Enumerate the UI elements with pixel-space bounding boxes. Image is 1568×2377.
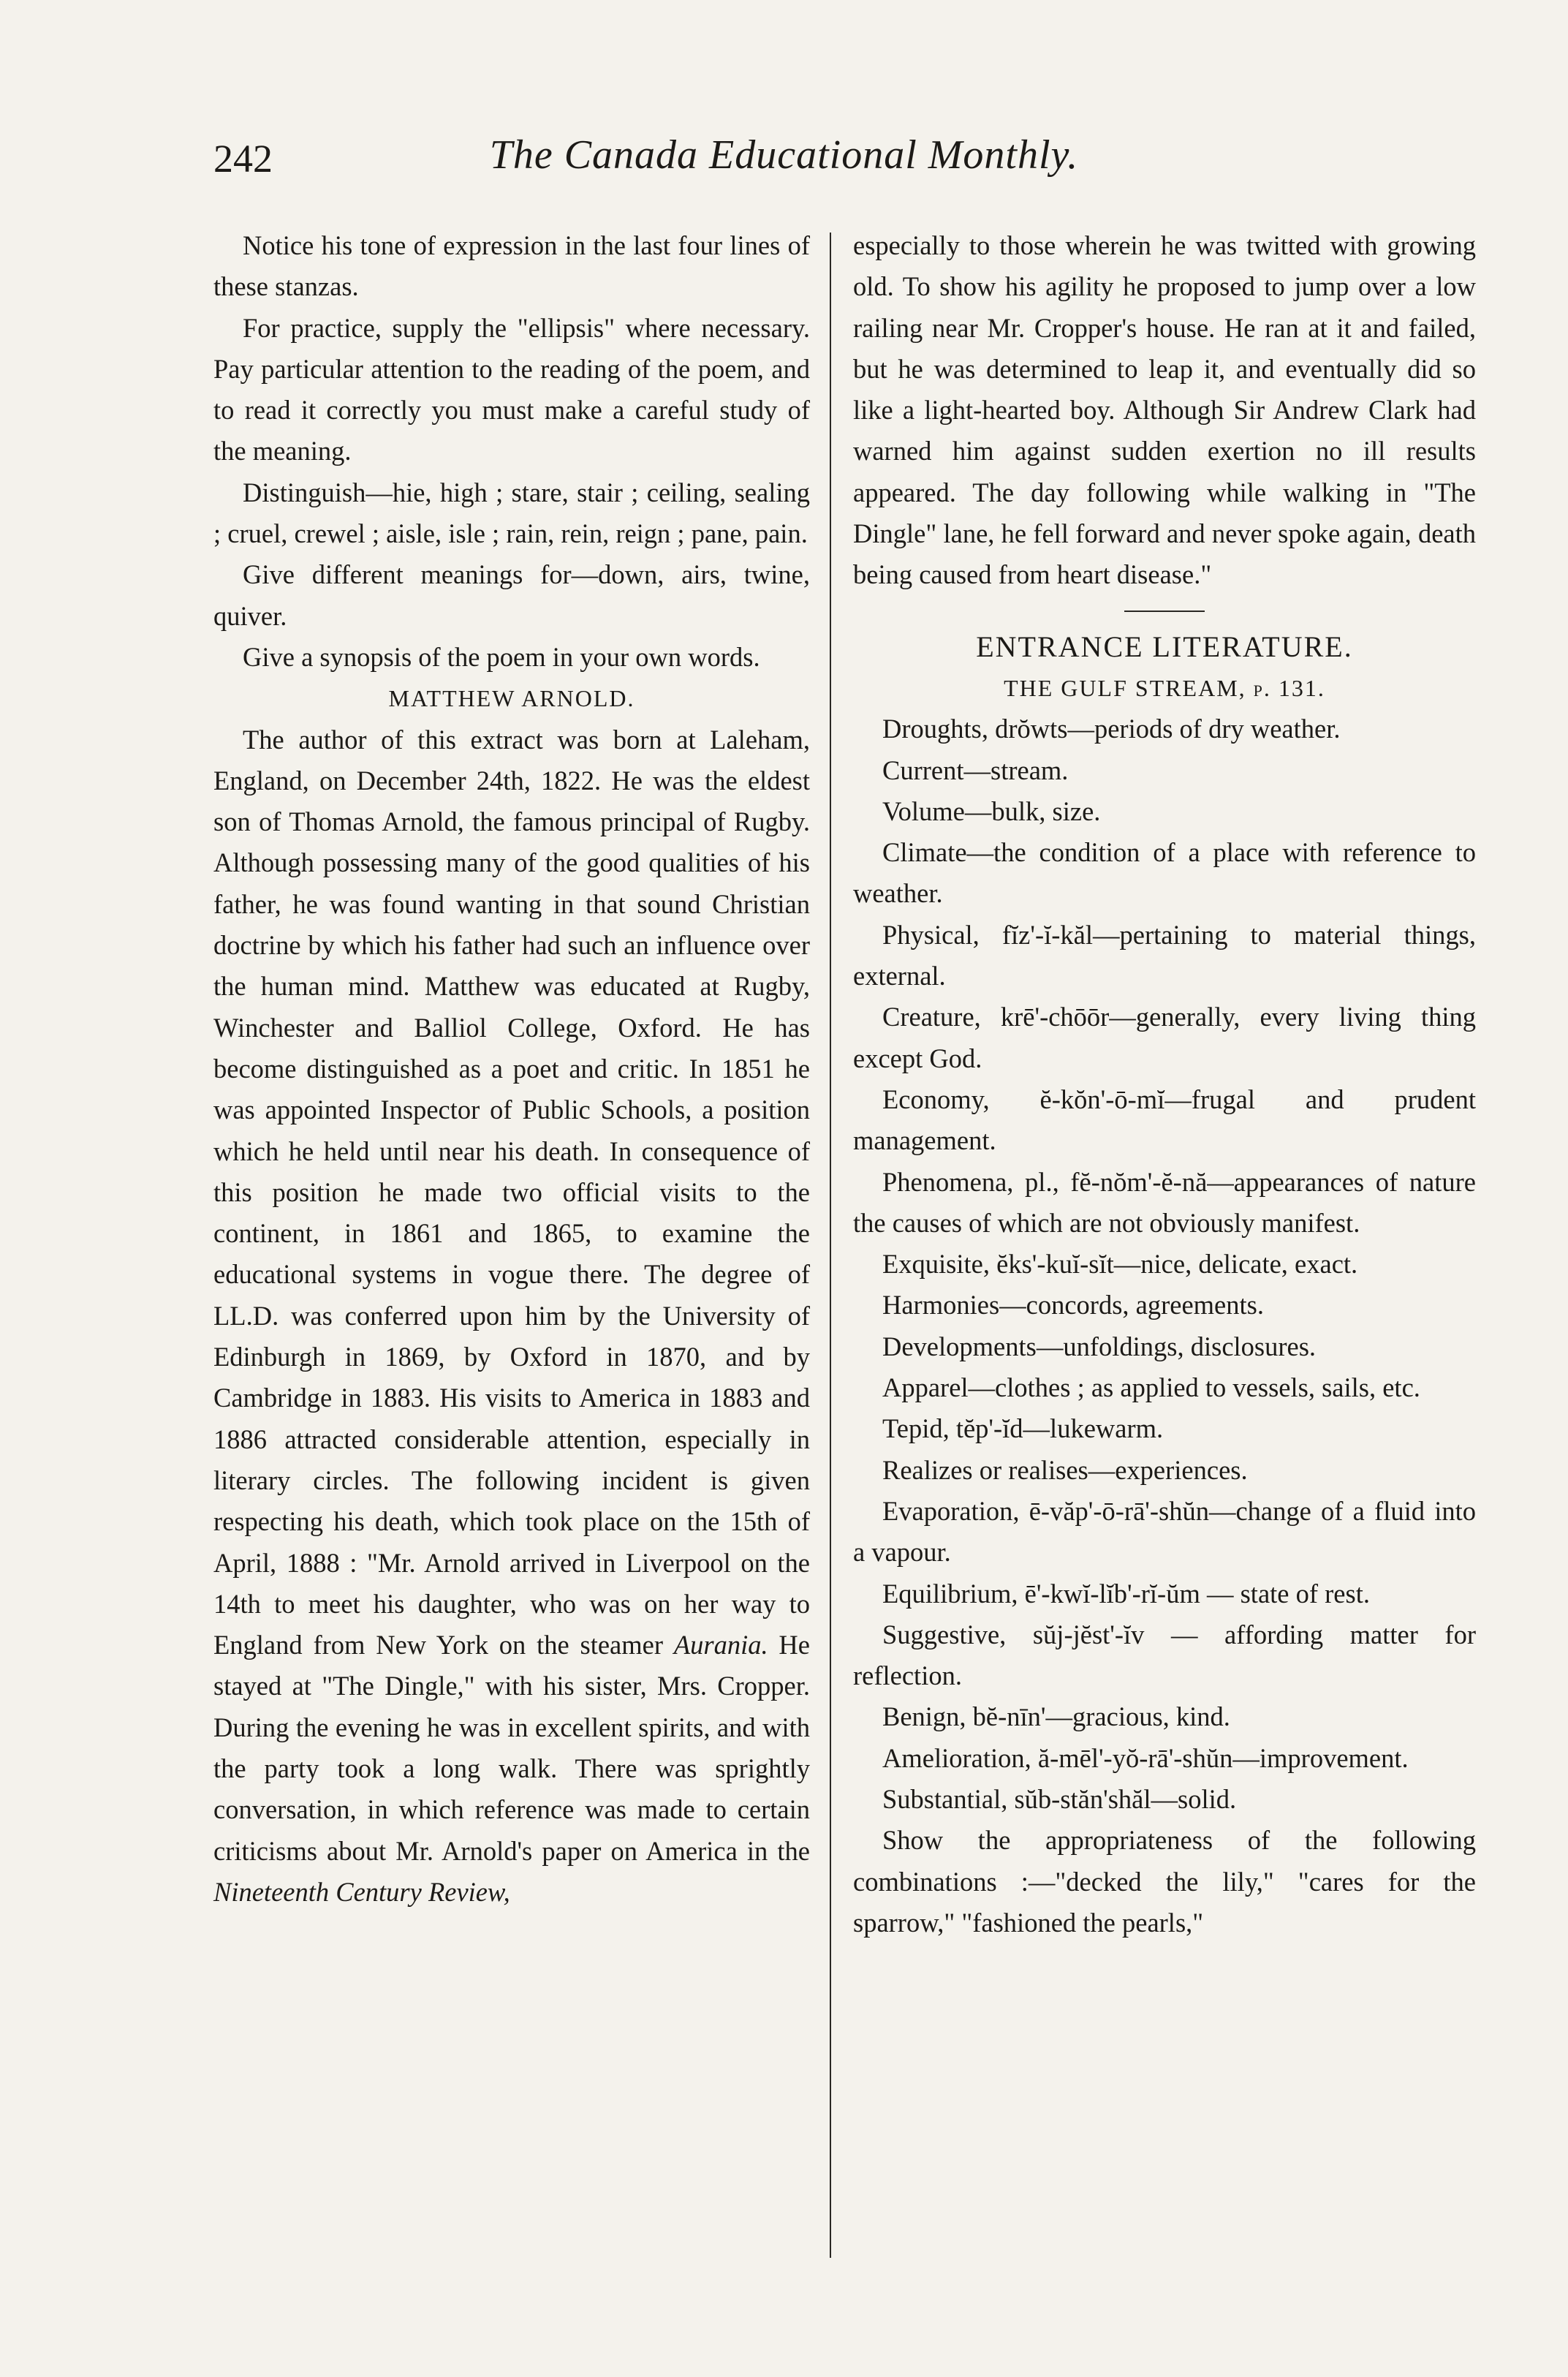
glossary-list — [853, 708, 1476, 1943]
glossary-entry: Harmonies—concords, agreements. — [882, 1290, 1264, 1320]
glossary-entry: Equilibrium, ē'-kwĭ-lĭb'-rĭ-ŭm — state of rest. — [882, 1578, 1370, 1609]
paragraph-continued: especially to those wherein he was twitted with growing old. To show his agility he proposed to jump over a low railing near Mr. Cropper's house. He ran at it and failed, but he was determined to leap it, and eventually did so like a light-hearted boy. Although Sir Andrew Clark had warned him against sudden exertion no ill results appeared. The day following while walking in "The Dingle" lane, he fell forward and never spoke again, death being caused from heart disease." — [853, 230, 1476, 590]
section-heading-matthew-arnold: MATTHEW ARNOLD. — [388, 685, 635, 712]
glossary-entry: Physical, fĭz'-ĭ-kăl—pertaining to material things, external. — [853, 919, 1476, 991]
glossary-entry: Exquisite, ĕks'-kuĭ-sĭt—nice, delicate, exact. — [882, 1249, 1358, 1280]
glossary-entry: Substantial, sŭb-stăn'shăl—solid. — [882, 1783, 1237, 1814]
glossary-entry: Suggestive, sŭj-jĕst'-ĭv — affording matter for reflection. — [853, 1619, 1476, 1691]
glossary-entry: Evaporation, ē-văp'-ō-rā'-shŭn—change of a fluid into a vapour. — [853, 1495, 1476, 1568]
paragraph: Give different meanings for—down, airs, twine, quiver. — [213, 559, 810, 631]
glossary-entry: Economy, ĕ-kŏn'-ō-mĭ—frugal and prudent management. — [853, 1084, 1476, 1156]
section-divider — [1124, 611, 1205, 612]
biography-paragraph — [213, 719, 810, 1913]
paragraph: Notice his tone of expression in the last four lines of these stanzas. — [213, 230, 810, 302]
paragraph: For practice, supply the "ellipsis" where necessary. Pay particular attention to the reading of the poem, and to read it correctly you must make a careful study of the meaning. — [213, 312, 810, 466]
glossary-entry: Volume—bulk, size. — [882, 796, 1101, 826]
glossary-entry: Tepid, tĕp'-ĭd—lukewarm. — [882, 1413, 1164, 1444]
glossary-entry: Creature, krē'-chōōr—generally, every living thing except God. — [853, 1002, 1476, 1073]
biography-text: The author of this extract was born at Laleham, England, on December 24th, 1822. He was the eldest son of Thomas Arnold, the famous principal of Rugby. Although possessing many of the good qualities of his father, he was found wanting in that sound Christian doctrine by which his father had such an influence over the human mind. Matthew was educated at Rugby, Winchester and Balliol College, Oxford. He has become distinguished as a poet and critic. In 1851 he was appointed Inspector of Public Schools, a position which he held until near his death. In consequence of this position he made two official visits to the continent, in 1861 and 1865, to examine the educational systems in vogue there. The degree of LL.D. was conferred upon him by the University of Edinburgh in 1869, by Oxford in 1870, and by Cambridge in 1883. His visits to America in 1883 and 1886 attracted considerable attention, especially in literary circles. The following incident is given respecting his death, which took place on the 15th of April, 1888 : "Mr. Arnold arrived in Liverpool on the 14th to meet his daughter, who was on her way to England from New York on the steamer — [213, 724, 810, 1660]
ship-name: Aurania. — [673, 1630, 768, 1660]
glossary-entry: Current—stream. — [882, 755, 1069, 785]
section-heading-entrance-literature: ENTRANCE LITERATURE. — [976, 630, 1353, 663]
subheading-gulf-stream: THE GULF STREAM, p. 131. — [1004, 674, 1325, 701]
glossary-entry: Developments—unfoldings, disclosures. — [882, 1331, 1317, 1361]
paragraph: Give a synopsis of the poem in your own words. — [243, 641, 760, 672]
review-title: Nineteenth Century Review, — [213, 1876, 510, 1907]
glossary-entry: Realizes or realises—experiences. — [882, 1454, 1248, 1485]
glossary-entry: Benign, bĕ-nīn'—gracious, kind. — [882, 1701, 1230, 1732]
glossary-entry: Amelioration, ă-mēl'-yŏ-rā'-shŭn—improvement. — [882, 1742, 1409, 1773]
column-divider — [830, 233, 831, 2258]
page-header — [0, 132, 1568, 190]
glossary-entry: Droughts, drŏwts—periods of dry weather. — [882, 714, 1341, 744]
glossary-entry: Apparel—clothes ; as applied to vessels, sails, etc. — [882, 1372, 1420, 1403]
page-number: 242 — [213, 137, 273, 181]
right-column — [853, 225, 1476, 1943]
glossary-entry: Show the appropriateness of the following combinations :—"decked the lily," "cares for the sparrow," "fashioned the pearls," — [853, 1825, 1476, 1938]
left-column — [213, 225, 810, 1913]
paragraph: Distinguish—hie, high ; stare, stair ; ceiling, sealing ; cruel, crewel ; aisle, isle ; rain, rein, reign ; pane, pain. — [213, 477, 810, 549]
glossary-entry: Climate—the condition of a place with reference to weather. — [853, 837, 1476, 909]
glossary-entry: Phenomena, pl., fĕ-nŏm'-ĕ-nă—appearances of nature the causes of which are not obviously manifest. — [853, 1166, 1476, 1238]
running-title: The Canada Educational Monthly. — [489, 132, 1079, 178]
biography-text-continued: He stayed at "The Dingle," with his sister, Mrs. Cropper. During the evening he was in excellent spirits, and with the party took a long walk. There was sprightly conversation, in which reference was made to certain criticisms about Mr. Arnold's paper on America in the — [213, 1630, 810, 1866]
